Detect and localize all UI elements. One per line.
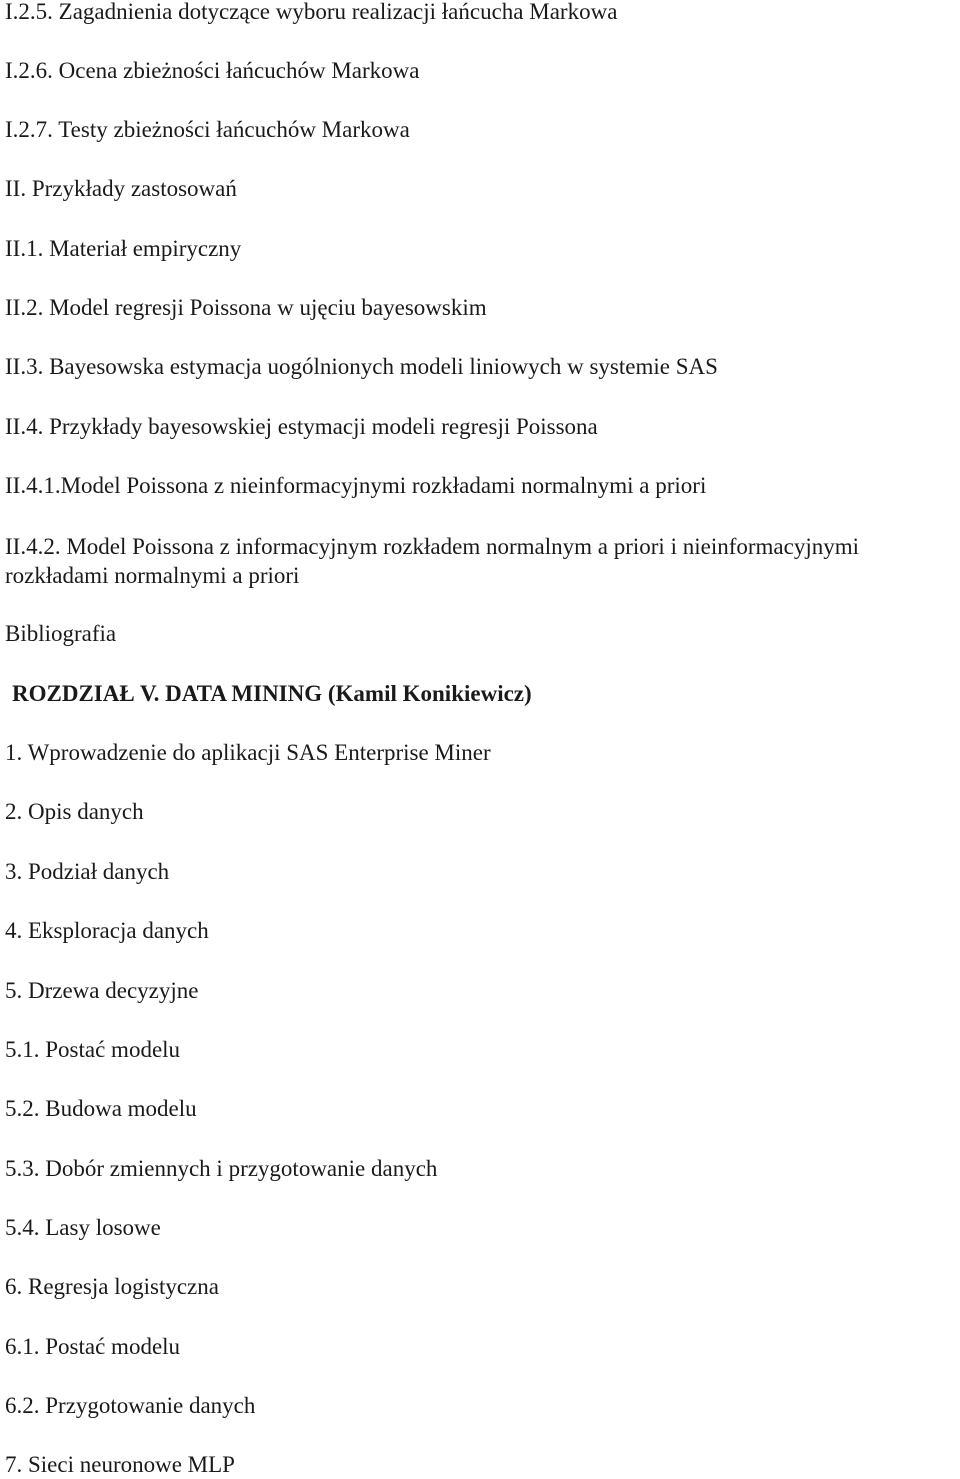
toc-entry: I.2.6. Ocena zbieżności łańcuchów Markowa — [5, 58, 420, 83]
toc-entry: 6.1. Postać modelu — [5, 1334, 181, 1359]
toc-entry: II.2. Model regresji Poissona w ujęciu bayesowskim — [5, 295, 487, 320]
toc-entry: 7. Sieci neuronowe MLP — [5, 1452, 235, 1477]
toc-entry: II.3. Bayesowska estymacja uogólnionych modeli liniowych w systemie SAS — [5, 354, 718, 379]
toc-entry: 5. Drzewa decyzyjne — [5, 978, 199, 1003]
toc-entry: 5.1. Postać modelu — [5, 1037, 181, 1062]
toc-entry: II.4. Przykłady bayesowskiej estymacji modeli regresji Poissona — [5, 414, 598, 439]
toc-entry: 5.3. Dobór zmiennych i przygotowanie danych — [5, 1156, 438, 1181]
toc-entry: Bibliografia — [5, 621, 117, 646]
toc-entry: I.2.7. Testy zbieżności łańcuchów Markowa — [5, 117, 410, 142]
toc-entry: II.1. Materiał empiryczny — [5, 236, 242, 261]
toc-entry: 5.2. Budowa modelu — [5, 1096, 197, 1121]
toc-entry: 3. Podział danych — [5, 859, 170, 884]
chapter-heading: ROZDZIAŁ V. DATA MINING (Kamil Konikiewicz) — [12, 681, 532, 706]
toc-entry: I.2.5. Zagadnienia dotyczące wyboru realizacji łańcucha Markowa — [5, 0, 618, 24]
toc-entry: II.4.2. Model Poissona z informacyjnym rozkładem normalnym a priori i nieinformacyjnymi rozkładami normalnymi a priori — [5, 534, 859, 588]
toc-entry: 4. Eksploracja danych — [5, 918, 209, 943]
toc-entry: 6.2. Przygotowanie danych — [5, 1393, 256, 1418]
toc-entry: 6. Regresja logistyczna — [5, 1274, 219, 1299]
toc-entry: 5.4. Lasy losowe — [5, 1215, 161, 1240]
toc-entry: 2. Opis danych — [5, 799, 144, 824]
toc-entry: II.4.1.Model Poissona z nieinformacyjnymi rozkładami normalnymi a priori — [5, 473, 707, 498]
toc-entry: II. Przykłady zastosowań — [5, 176, 237, 201]
toc-entry: 1. Wprowadzenie do aplikacji SAS Enterprise Miner — [5, 740, 491, 765]
